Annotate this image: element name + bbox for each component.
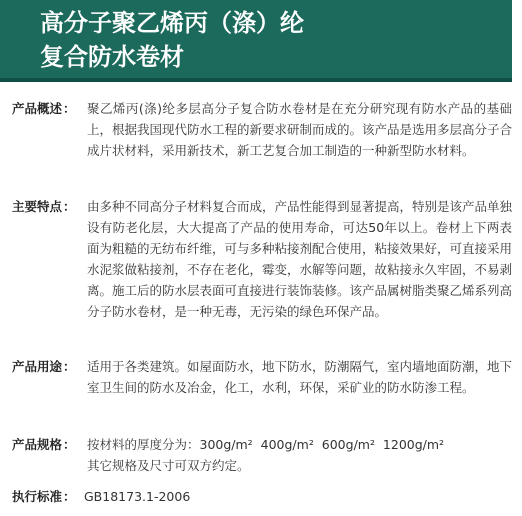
usage-text: 适用于各类建筑。如屋面防水，地下防水，防潮隔气，室内墙地面防潮，地下室卫生间的防水及冶金，化工，水利，环保，采矿业的防水防渗工程。 <box>87 359 513 395</box>
specs-line-2: 其它规格及尺寸可双方约定。 <box>87 458 250 473</box>
features-text: 由多种不同高分子材料复合而成，产品性能得到显著提高，特别是该产品单独设有防老化层，大大提高了产品的使用寿命，可达50年以上。卷材上下两表面为粗糙的无纺布纤维，可与多种粘接剂配合使用，粘接效果好，可直接采用水泥浆做粘接剂，不存在老化，霉变，水解等问题，故粘接永久牢固，不易剥离。施工后的防水层表面可直接进行装饰装修。该产品属树脂类聚乙烯系列高分子防水卷材，是一种无毒，无污染的绿色环保产品。 <box>87 199 513 319</box>
overview-text: 聚乙烯丙(涤)纶多层高分子复合防水卷材是在充分研究现有防水产品的基础上，根据我国现代防水工程的新要求研制而成的。该产品是选用多层高分子合成片状材料，采用新技术，新工艺复合加工制造的一种新型防水材料。 <box>87 101 513 158</box>
features-colon: ： <box>63 199 76 214</box>
specs-text <box>87 434 512 476</box>
standard-text: GB18173.1-2006 <box>84 489 191 504</box>
specs-line-1: 按材料的厚度分为：300g/m² 400g/m² 600g/m² 1200g/m² <box>87 437 445 452</box>
standard-colon: ： <box>63 489 76 504</box>
specs-colon: ： <box>63 437 76 452</box>
usage-colon: ： <box>63 359 76 374</box>
specs-label: 产品规格 <box>12 437 63 452</box>
overview-label: 产品概述 <box>12 101 63 116</box>
title-banner <box>0 0 512 82</box>
features-label: 主要特点 <box>12 199 63 214</box>
title-line-1: 高分子聚乙烯丙（涤）纶 <box>40 9 304 37</box>
usage-label: 产品用途 <box>12 359 63 374</box>
overview-colon: ： <box>63 101 76 116</box>
standard-label: 执行标准 <box>12 489 63 504</box>
title-line-2: 复合防水卷材 <box>40 43 184 71</box>
